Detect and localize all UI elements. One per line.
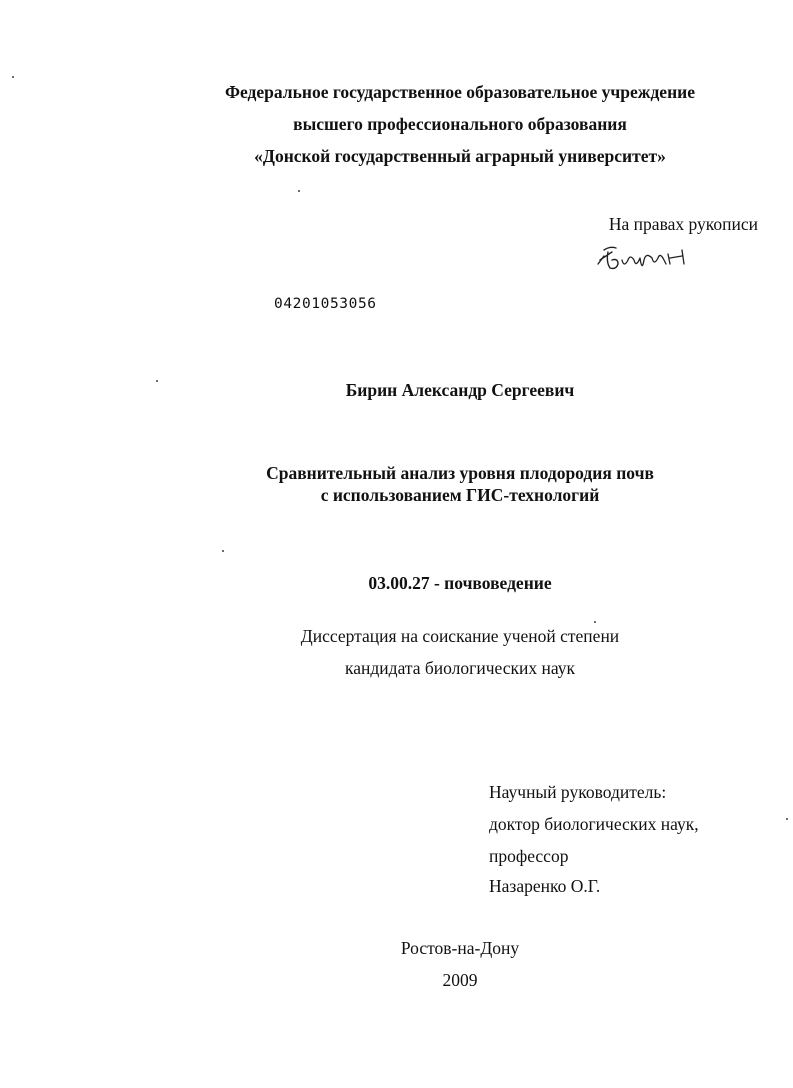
scan-speck	[222, 550, 224, 552]
scan-speck	[12, 76, 14, 78]
rights-note: На правах рукописи	[608, 214, 758, 234]
scan-speck	[298, 190, 300, 192]
institution-line-3: «Донской государственный аграрный университет»	[254, 146, 666, 166]
supervisor-name: Назаренко О.Г.	[489, 876, 601, 896]
specialty-code: 03.00.27 - почвоведение	[368, 573, 552, 593]
year: 2009	[442, 970, 478, 990]
institution-line-1: Федеральное государственное образовательное учреждение	[224, 82, 696, 102]
author-name: Бирин Александр Сергеевич	[345, 380, 575, 400]
city: Ростов-на-Дону	[400, 938, 520, 958]
scan-speck	[786, 818, 788, 820]
scan-speck	[156, 380, 158, 382]
supervisor-degree: доктор биологических наук,	[489, 814, 699, 834]
scan-speck	[594, 621, 596, 623]
degree-line-1: Диссертация на соискание ученой степени	[300, 626, 620, 646]
handwritten-signature	[590, 238, 700, 278]
degree-line-2: кандидата биологических наук	[345, 658, 575, 678]
thesis-title-line-2: с использованием ГИС-технологий	[320, 485, 600, 505]
document-number: 04201053056	[274, 296, 377, 312]
supervisor-label: Научный руководитель:	[489, 782, 667, 802]
thesis-title-line-1: Сравнительный анализ уровня плодородия почв	[266, 463, 654, 483]
institution-line-2: высшего профессионального образования	[293, 114, 627, 134]
supervisor-rank: профессор	[489, 846, 569, 866]
